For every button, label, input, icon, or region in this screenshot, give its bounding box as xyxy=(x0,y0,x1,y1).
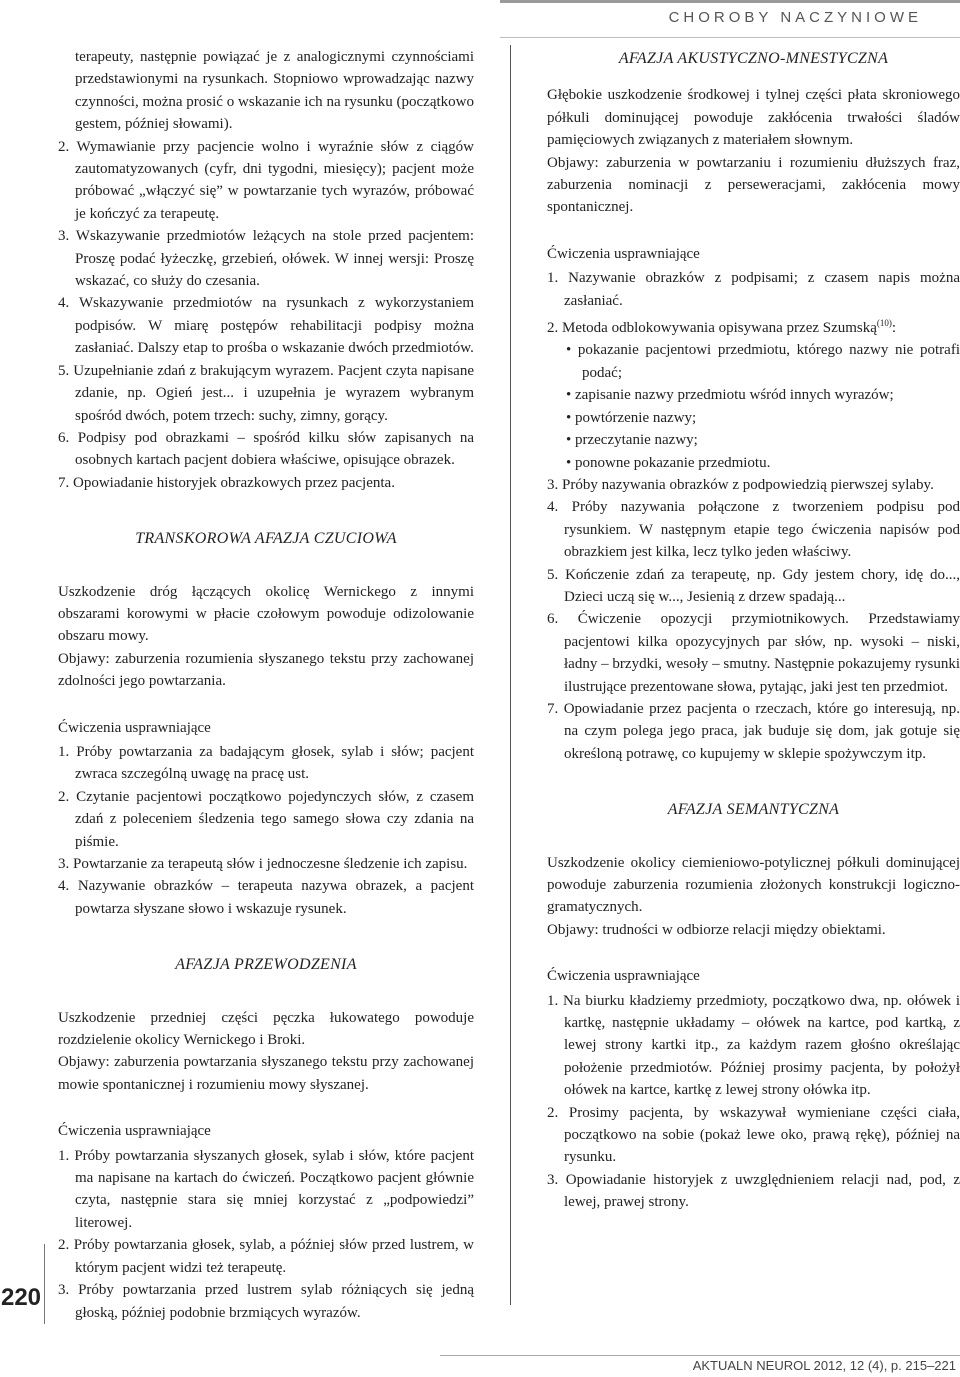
section-heading: TRANSKOROWA AFAZJA CZUCIOWA xyxy=(135,530,397,548)
list-item-text: 2. Metoda odblokowywania opisywana przez Szumską xyxy=(547,320,877,337)
symptoms-paragraph: Objawy: zaburzenia w powtarzaniu i rozumieniu dłuższych fraz, zaburzenia nominacji z perseweracjami, zakłócenia mowy spontanicznej. xyxy=(547,154,960,216)
column-divider xyxy=(510,45,511,1305)
list-item: 4. Nazywanie obrazków – terapeuta nazywa obrazek, a pacjent powtarza słyszane słowo i wskazuje rysunek. xyxy=(58,878,474,917)
bullet-item: • przeczytanie nazwy; xyxy=(566,432,698,449)
bullet-item: • zapisanie nazwy przedmiotu wśród innych wyrazów; xyxy=(566,387,894,404)
list-item: 3. Wskazywanie przedmiotów leżących na stole przed pacjentem: Proszę podać łyżeczkę, grzebień, ołówek. W innej wersji: Proszę wskazać, co służy do czesania. xyxy=(58,228,474,290)
exercises-subheading: Ćwiczenia usprawniające xyxy=(58,719,211,736)
list-item: 2. Czytanie pacjentowi początkowo pojedynczych słów, z czasem zdań z poleceniem śledzenia tego samego słowa czy zdania na piśmie. xyxy=(58,788,474,850)
right-column xyxy=(547,46,960,1214)
intro-paragraph: terapeuty, następnie powiązać je z analogicznymi czynnościami przedstawionymi na rysunkach. Stopniowo wprowadzając nazwy czynności, można prosić o wskazanie ich na rysunku (początkowo gestem, później słowami). xyxy=(75,49,474,133)
list-item: 1. Próby powtarzania za badającym głosek, sylab i słów; pacjent zwraca szczególną uwagę na pracę ust. xyxy=(58,743,474,783)
list-item: 2. Prosimy pacjenta, by wskazywał wymieniane części ciała, początkowo na sobie (pokaż lewe oko, prawą rękę), później na rysunku. xyxy=(547,1104,960,1166)
list-item: 1. Próby powtarzania słyszanych głosek, sylab i słów, które pacjent ma napisane na kartach do ćwiczeń. Początkowo pacjent głównie czyta, następnie stara się mniej korzystać z „podpowiedzi” literowej. xyxy=(58,1147,474,1231)
list-item: 2. Próby powtarzania głosek, sylab, a później słów przed lustrem, w którym pacjent widzi też terapeutę. xyxy=(58,1237,474,1276)
list-item: 4. Wskazywanie przedmiotów na rysunkach z wykorzystaniem podpisów. W miarę postępów rehabilitacji podpisy można zasłaniać. Dalszy etap to prośba o wskazanie dwóch przedmiotów. xyxy=(58,295,474,357)
left-column xyxy=(58,46,474,1324)
section-heading: AFAZJA SEMANTYCZNA xyxy=(667,801,840,819)
bullet-item: • powtórzenie nazwy; xyxy=(566,409,697,426)
list-item: 3. Próby powtarzania przed lustrem sylab różniących się jedną głoską, później podobnie brzmiących wyrazów. xyxy=(58,1282,474,1321)
list-item: 3. Opowiadanie historyjek z uwzględnieniem relacji nad, pod, z lewej, prawej strony. xyxy=(547,1171,960,1211)
list-item: 2. Wymawianie przy pacjencie wolno i wyraźnie słów z ciągów zautomatyzowanych (cyfr, dni tygodni, miesięcy); pacjent może próbować „włączyć się” w powtarzanie tych wyrazów, próbować je kończyć za terapeutę. xyxy=(58,138,474,222)
margin-rule xyxy=(44,1244,45,1324)
exercises-subheading: Ćwiczenia usprawniające xyxy=(58,1123,211,1140)
section-heading: AFAZJA PRZEWODZENIA xyxy=(175,956,357,974)
list-item: 4. Próby nazywania połączone z tworzeniem podpisu pod rysunkiem. W następnym etapie tego ćwiczenia napisów pod obrazkiem jest kilka, lecz tylko jeden właściwy. xyxy=(547,499,960,561)
list-item: 6. Podpisy pod obrazkami – spośród kilku słów zapisanych na osobnych kartach pacjent dobiera właściwe, opisujące obrazek. xyxy=(58,429,474,469)
symptoms-paragraph: Objawy: zaburzenia powtarzania słyszanego tekstu przy zachowanej mowie spontanicznej i rozumieniu mowy słyszanej. xyxy=(58,1054,474,1093)
exercises-subheading: Ćwiczenia usprawniające xyxy=(547,968,700,985)
symptoms-paragraph: Objawy: trudności w odbiorze relacji między obiektami. xyxy=(547,921,886,938)
list-item-punct: : xyxy=(891,320,897,337)
bullet-item: • pokazanie pacjentowi przedmiotu, którego nazwy nie potrafi podać; xyxy=(566,342,960,381)
reference-marker: (10) xyxy=(876,318,892,329)
list-item: 3. Powtarzanie za terapeutą słów i jednoczesne śledzenie ich zapisu. xyxy=(58,856,468,872)
symptoms-paragraph: Objawy: zaburzenia rozumienia słyszanego tekstu przy zachowanej zdolności jego powtarzania. xyxy=(58,650,474,690)
running-header: CHOROBY NACZYNIOWE xyxy=(500,0,960,38)
list-item: 3. Próby nazywania obrazków z podpowiedzią pierwszej sylaby. xyxy=(547,476,934,493)
bullet-item: • ponowne pokazanie przedmiotu. xyxy=(566,454,771,471)
section-paragraph: Głębokie uszkodzenie środkowej i tylnej części płata skroniowego półkuli dominującej powoduje zakłócenia trwałości śladów pamięciowych związanych z materiałem słownym. xyxy=(547,87,960,149)
page-number: 220 xyxy=(0,1284,42,1311)
list-item: 5. Kończenie zdań za terapeutę, np. Gdy jestem chory, idę do..., Dzieci uczą się w..., Jesienią z drzew spadają... xyxy=(547,566,960,605)
section-paragraph: Uszkodzenie dróg łączących okolicę Wernickego z innymi obszarami korowymi w płacie czołowym powoduje odizolowanie obszaru mowy. xyxy=(58,583,474,645)
list-item: 5. Uzupełnianie zdań z brakującym wyrazem. Pacjent czyta napisane zdanie, np. Ogień jest... i uzupełnia je wyrazem wybranym spośród dwóch, potem trzech: suchy, zimny, gorący. xyxy=(58,362,474,424)
section-heading: AFAZJA AKUSTYCZNO-MNESTYCZNA xyxy=(618,50,889,67)
section-paragraph: Uszkodzenie przedniej części pęczka łukowatego powoduje rozdzielenie okolicy Wernickego i Broki. xyxy=(58,1009,474,1049)
list-item: 6. Ćwiczenie opozycji przymiotnikowych. Przedstawiamy pacjentowi kilka opozycyjnych par słów, np. wysoki – niski, ładny – brzydki, wesoły – smutny. Następnie pokazujemy rysunki ilustrujące prezentowane słowa, pytając, jaki jest ten przedmiot. xyxy=(547,611,960,695)
list-item: 1. Nazywanie obrazków z podpisami; z czasem napis można zasłaniać. xyxy=(547,270,960,309)
page-footer: AKTUALN NEUROL 2012, 12 (4), p. 215–221 xyxy=(440,1355,960,1377)
list-item: 7. Opowiadanie historyjek obrazkowych przez pacjenta. xyxy=(58,474,395,491)
section-paragraph: Uszkodzenie okolicy ciemieniowo-potylicznej półkuli dominującej powoduje zaburzenia rozumienia złożonych konstrukcji logiczno-gramatycznych. xyxy=(547,854,960,916)
exercises-subheading: Ćwiczenia usprawniające xyxy=(547,245,700,262)
list-item: 7. Opowiadanie przez pacjenta o rzeczach, które go interesują, np. na czym polega jego praca, jak buduje się dom, jak gotuje się określoną potrawę, co kupujemy w sklepie spożywczym itp. xyxy=(547,700,960,762)
list-item: 1. Na biurku kładziemy przedmioty, początkowo dwa, np. ołówek i kartkę, następnie układamy – ołówek na kartce, pod kartką, z lewej strony kartki itp., za każdym razem głośno określając położenie przedmiotów. Później prosimy pacjenta, by położył ołówek na kartce, kartkę z lewej strony ołówka itp. xyxy=(547,992,960,1099)
list-item xyxy=(547,312,960,339)
